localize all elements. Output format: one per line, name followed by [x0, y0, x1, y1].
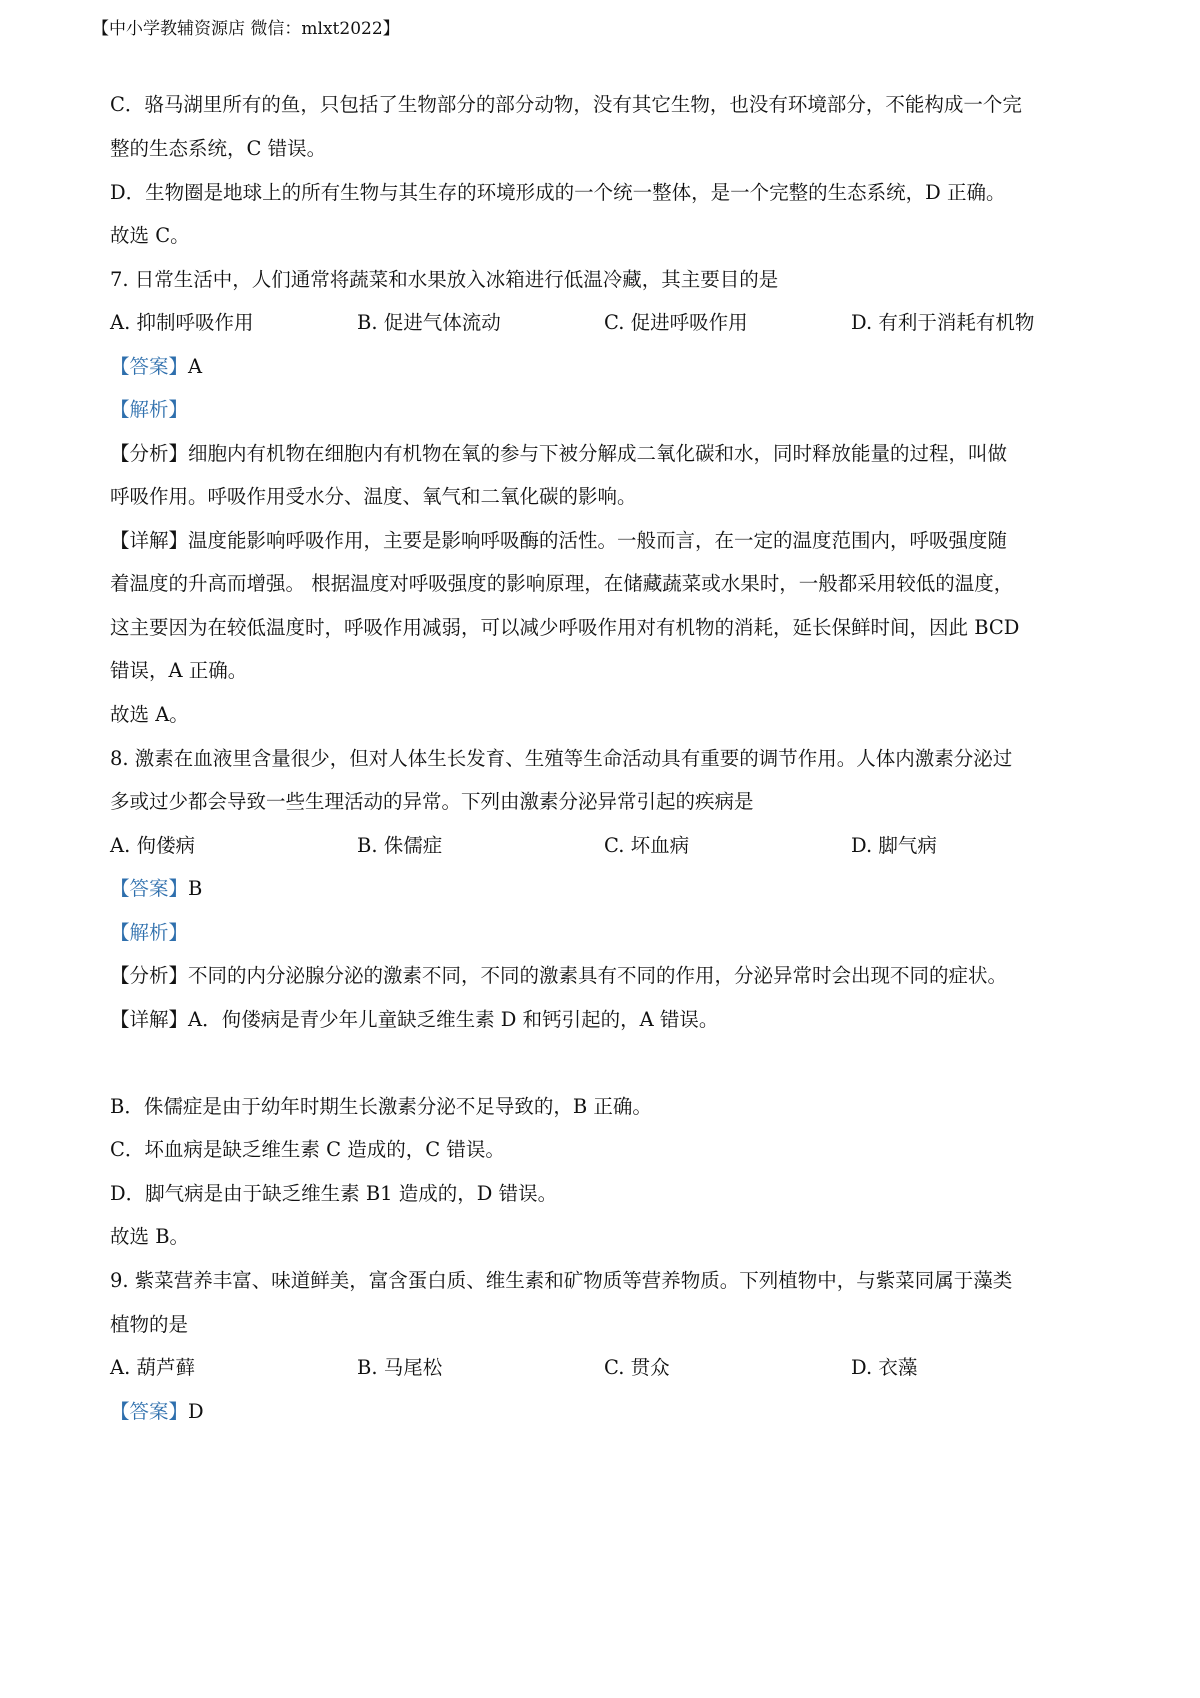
q7-analysis-tag: 【解析】: [110, 398, 189, 421]
q8-xiangjie-d: D．脚气病是由于缺乏维生素 B1 造成的，D 错误。: [110, 1182, 558, 1205]
q9-question-line2: 植物的是: [110, 1313, 189, 1336]
q7-xiangjie-text1: 温度能影响呼吸作用，主要是影响呼吸酶的活性。一般而言，在一定的温度范围内，呼吸强度随: [188, 529, 1008, 552]
q8-option-a: A. 佝偻病: [110, 834, 195, 857]
q7-question: 7. 日常生活中，人们通常将蔬菜和水果放入冰箱进行低温冷藏，其主要目的是: [110, 268, 779, 291]
q7-fenxi-tag: 【分析】: [110, 442, 189, 465]
q7-answer-line: [110, 352, 1110, 382]
q8-xiangjie-b: B．侏儒症是由于幼年时期生长激素分泌不足导致的，B 正确。: [110, 1095, 652, 1118]
q8-option-c: C. 坏血病: [604, 834, 690, 857]
q7-xiangjie-tag: 【详解】: [110, 529, 189, 552]
q6-option-c-explanation-line1: C．骆马湖里所有的鱼，只包括了生物部分的部分动物，没有其它生物，也没有环境部分，不能构成一个完: [110, 93, 1022, 116]
q6-option-c-explanation-line2: 整的生态系统，C 错误。: [110, 137, 327, 160]
q8-fenxi-tag: 【分析】: [110, 964, 189, 987]
q8-question-line1: 8. 激素在血液里含量很少，但对人体生长发育、生殖等生命活动具有重要的调节作用。人体内激素分泌过: [110, 747, 1013, 770]
q7-xiangjie-line1: [110, 526, 1110, 556]
q8-question-line2: 多或过少都会导致一些生理活动的异常。下列由激素分泌异常引起的疾病是: [110, 790, 754, 813]
q7-xiangjie-line2: 着温度的升高而增强。 根据温度对呼吸强度的影响原理，在储藏蔬菜或水果时，一般都采用较低的温度，: [110, 572, 1014, 595]
q7-answer: A: [188, 355, 203, 378]
q6-option-d-explanation: D．生物圈是地球上的所有生物与其生存的环境形成的一个统一整体，是一个完整的生态系统，D 正确。: [110, 181, 1006, 204]
q9-option-d: D. 衣藻: [851, 1356, 918, 1379]
q7-option-a: A. 抑制呼吸作用: [110, 311, 254, 334]
q8-option-d: D. 脚气病: [851, 834, 937, 857]
q9-question-line1: 9. 紫菜营养丰富、味道鲜美，富含蛋白质、维生素和矿物质等营养物质。下列植物中，与紫菜同属于藻类: [110, 1269, 1013, 1292]
q7-xiangjie-line4: 错误，A 正确。: [110, 659, 248, 682]
q8-xiangjie-tag: 【详解】: [110, 1008, 189, 1031]
q7-option-c: C. 促进呼吸作用: [604, 311, 748, 334]
q8-answer-line: [110, 874, 1110, 904]
q7-fenxi-line2: 呼吸作用。呼吸作用受水分、温度、氧气和二氧化碳的影响。: [110, 485, 637, 508]
q8-xiangjie-a: [110, 1005, 1110, 1035]
q7-conclusion: 故选 A。: [110, 703, 189, 726]
q9-answer-line: [110, 1397, 1110, 1427]
q8-conclusion: 故选 B。: [110, 1225, 190, 1248]
q8-fenxi-text1: 不同的内分泌腺分泌的激素不同，不同的激素具有不同的作用，分泌异常时会出现不同的症状。: [188, 964, 1008, 987]
q8-fenxi-line1: [110, 961, 1110, 991]
q7-fenxi-text1: 细胞内有机物在细胞内有机物在氧的参与下被分解成二氧化碳和水，同时释放能量的过程，叫做: [188, 442, 1008, 465]
q8-option-b: B. 侏儒症: [357, 834, 443, 857]
q9-option-b: B. 马尾松: [357, 1356, 443, 1379]
q8-analysis-tag: 【解析】: [110, 921, 189, 944]
q8-answer-tag: 【答案】: [110, 877, 189, 900]
q9-answer-tag: 【答案】: [110, 1400, 189, 1423]
q8-xiangjie-c: C．坏血病是缺乏维生素 C 造成的，C 错误。: [110, 1138, 505, 1161]
q7-option-d: D. 有利于消耗有机物: [851, 311, 1035, 334]
q9-option-c: C. 贯众: [604, 1356, 670, 1379]
q7-fenxi-line1: [110, 439, 1110, 469]
q8-xiangjie-a-text: A．佝偻病是青少年儿童缺乏维生素 D 和钙引起的，A 错误。: [188, 1008, 719, 1031]
q6-conclusion: 故选 C。: [110, 224, 190, 247]
q7-answer-tag: 【答案】: [110, 355, 189, 378]
q8-answer: B: [188, 877, 203, 900]
q9-answer: D: [188, 1400, 204, 1423]
page-header-watermark: 【中小学教辅资源店 微信：mlxt2022】: [92, 19, 400, 39]
q9-option-a: A. 葫芦藓: [110, 1356, 195, 1379]
q7-option-b: B. 促进气体流动: [357, 311, 501, 334]
q7-xiangjie-line3: 这主要因为在较低温度时，呼吸作用减弱，可以减少呼吸作用对有机物的消耗，延长保鲜时间，因此 BCD: [110, 616, 1020, 639]
